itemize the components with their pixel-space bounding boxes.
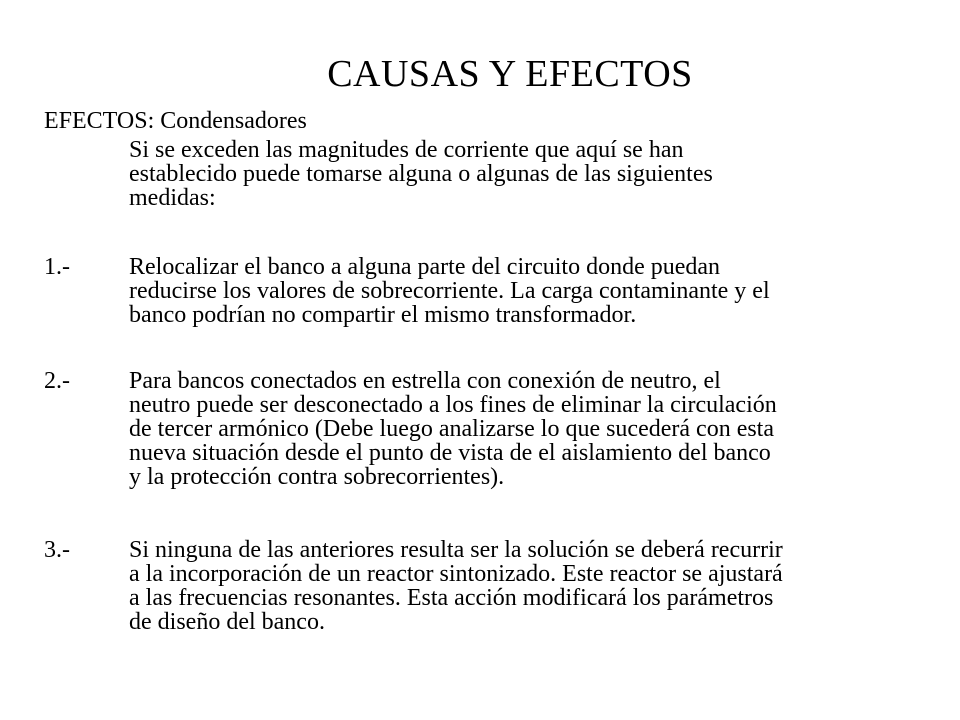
list-item-text [129,369,909,489]
list-item-number: 1.- [44,254,70,280]
list-item-line: Para bancos conectados en estrella con conexión de neutro, el [129,368,721,394]
list-item-line: Si ninguna de las anteriores resulta ser la solución se deberá recurrir [129,537,783,563]
list-item-line: banco podrían no compartir el mismo transformador. [129,302,637,328]
list-item-line: neutro puede ser desconectado a los fines de eliminar la circulación [129,392,777,418]
list-item-line: de diseño del banco. [129,609,325,635]
list-item-line: nueva situación desde el punto de vista de el aislamiento del banco [129,440,771,466]
intro-paragraph [129,138,889,210]
list-item-line: de tercer armónico (Debe luego analizarse lo que sucederá con esta [129,416,774,442]
intro-line: medidas: [129,185,216,211]
list-item-text [129,255,909,327]
list-item-line: y la protección contra sobrecorrientes). [129,464,505,490]
slide-title: CAUSAS Y EFECTOS [327,53,693,95]
intro-line: Si se exceden las magnitudes de corriente que aquí se han [129,137,684,163]
list-item-line: reducirse los valores de sobrecorriente. La carga contaminante y el [129,278,770,304]
list-item-text [129,538,909,634]
intro-line: establecido puede tomarse alguna o algunas de las siguientes [129,161,713,187]
section-subheading: EFECTOS: Condensadores [44,108,307,134]
list-item-line: a las frecuencias resonantes. Esta acción modificará los parámetros [129,585,774,611]
list-item-number: 2.- [44,368,70,394]
list-item-line: a la incorporación de un reactor sintonizado. Este reactor se ajustará [129,561,783,587]
list-item-line: Relocalizar el banco a alguna parte del circuito donde puedan [129,254,721,280]
list-item-number: 3.- [44,537,70,563]
